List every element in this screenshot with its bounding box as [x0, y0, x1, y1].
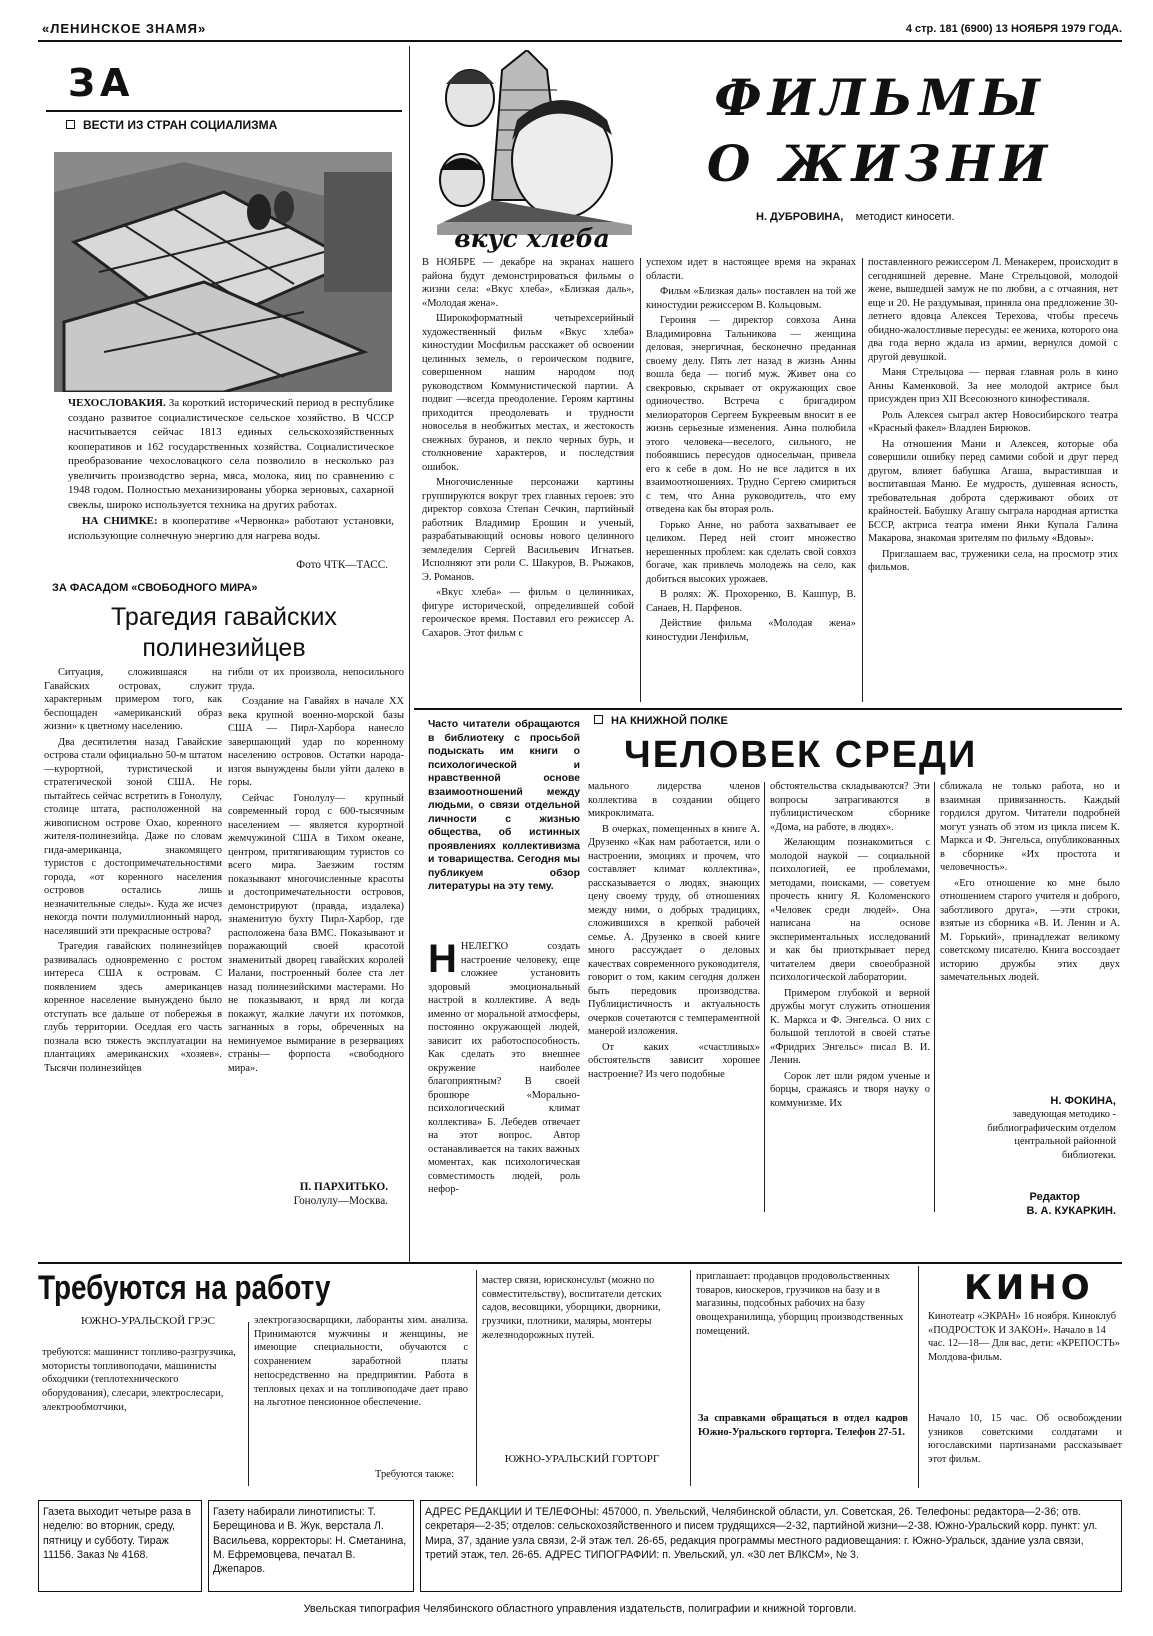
printer-line: Увельская типография Челябинского областного управления издательств, полиграфии и книжной торговли. [303, 1603, 857, 1615]
books-rubric-label: НА КНИЖНОЙ ПОЛКЕ [611, 715, 728, 727]
dropcap-letter: Н [428, 940, 457, 981]
films-paragraph: Приглашаем вас, труженики села, на просмотр этих фильмов. [868, 548, 1118, 574]
jobs-column-3: мастер связи, юрисконсульт (можно по совместительству), воспитатели детских садов, весовщики, уборщики, дворники, грузчики, плотники, маляры, монтеры железнодорожных путей. [482, 1275, 662, 1341]
books-intro: Часто читатели обращаются в библиотеку с просьбой подыскать им книги о психологической и нравственной основе взаимоотношений между людьми, о связи отдельной личности с жизнью общества, об истинных проявлениях коллективизма и товарищества. Сегодня мы публикуем обзор литературы на эту тему. [428, 719, 580, 893]
abroad-rubric-label: ВЕСТИ ИЗ СТРАН СОЦИАЛИЗМА [83, 118, 278, 132]
books-paragraph: В очерках, помещенных в книге А. Друзенко «Как нам работается, или о настроении, эмоциях и прочем, что составляет климат коллектива», рассказывается о людях, знающих цену своему труду, об отношениях между ними, о добрых традициях, сложившихся в крепкой рабочей семье. А. Друзенко в своей книге много рассуждает о деловых качествах современного руководителя, говорит о том, каким сегодня должен быть передовик производства. Публицистичность и актуальность очерков сочетаются с темпераментной манерой изложения. [588, 823, 760, 1038]
books-paragraph: обстоятельства складываются? Эти вопросы затрагиваются в публицистическом сборнике «Дома, на работе, в людях». [770, 781, 930, 833]
books-rubric [594, 714, 894, 730]
books-author: Н. ФОКИНА, [1050, 1095, 1116, 1107]
books-column-3 [770, 780, 930, 1216]
jobs-column-2: электрогазосварщики, лаборанты хим. анализа. Принимаются мужчины и женщины, не имеющие специальности, обучаются с сохранением заработной платы непосредственно на предприятии. Работа в тепловых цехах и на топливоподаче дает право на льготное пенсионное обеспечение. [254, 1315, 468, 1409]
books-paragraph: От каких «счастливых» обстоятельств зависит хорошее настроение? Из чего подобные [588, 1041, 760, 1080]
photo-credit: Фото ЧТК—ТАСС. [296, 559, 388, 571]
hawaii-paragraph: Трагедия гавайских полинезийцев развивалась одновременно с ростом интереса США к островам. С появлением здесь американцев коренное население вынуждено было отступать все дальше от побережья в глубь территории. Оседлая его часть познала всю тяжесть эксплуатации на плантациях американских «хозяев». Тысячи полинезийцев [44, 941, 222, 1074]
editor-label: Редактор [1029, 1191, 1080, 1203]
jobs-section [38, 1266, 918, 1490]
kino-title: КИНО [964, 1268, 1094, 1308]
kino-text-1: Кинотеатр «ЭКРАН» 16 ноября. Киноклуб «ПОДРОСТОК И ЗАКОН». Начало в 14 час. 12—18— Для вас, дети: «КРЕПОСТЬ» Молдова-фильм. [928, 1311, 1120, 1364]
caption-text: За короткий исторический период в республике создано развитое социалистическое сельское хозяйство. В ЧССР насчитывается сейчас 1813 единых сельскохозяйственных кооперативов и 162 государственных хозяйства. Социалистическое преобразование чехословацкого села позволило в несколько раз увеличить производство зерна, мяса, молока, яиц по сравнению с 1948 годом. Полностью механизированы уборка зерновых, сахарной свеклы, широко используется техника на других работах. [68, 397, 394, 511]
masthead: «ЛЕНИНСКОЕ ЗНАМЯ» [42, 21, 207, 36]
jobs-column-4: приглашает: продавцов продовольственных товаров, киоскеров, грузчиков на базу и в магазины, подсобных рабочих на базу овощехранилища, уборщиц производственных помещений. [696, 1271, 904, 1337]
kino-text-2: Начало 10, 15 час. Об освобождении узников советскими солдатами и югославскими партизанами рассказывает этот фильм. [928, 1413, 1122, 1466]
film-poster [432, 50, 632, 254]
hawaii-author: П. ПАРХИТЬКО. [299, 1181, 388, 1193]
books-column-2 [588, 780, 760, 1216]
rubric-square-icon [66, 120, 75, 129]
films-paragraph: успехом идет в настоящее время на экранах области. [646, 257, 856, 282]
jobs-column-4-end: За справками обращаться в отдел кадров Южно-Уральского горторга. Телефон 27-51. [698, 1413, 908, 1438]
films-paragraph: Фильм «Близкая даль» поставлен на той же киностудии режиссером В. Кольцовым. [646, 286, 856, 311]
films-title-line2: О ЖИЗНИ [706, 134, 1054, 193]
books-paragraph: сближала не только работа, но и взаимная привязанность. Каждый гордился другом. Читатели подробней могут узнать об этом из цикла писем К. Маркса и Ф. Энгельса, опубликованных в сборнике «Их простота и человечность». [940, 781, 1120, 874]
films-column-1 [422, 256, 634, 702]
films-paragraph: В НОЯБРЕ — декабре на экранах нашего района будут демонстрироваться фильмы о жизни села: «Вкус хлеба», «Близкая даль», «Молодая жена». [422, 257, 634, 309]
books-column-4 [940, 780, 1120, 1092]
abroad-title: ЗА [68, 61, 135, 105]
hawaii-dateline: Гонолулу—Москва. [293, 1195, 388, 1207]
books-paragraph: Примером глубокой и верной дружбы могут служить отношения К. Маркса и Ф. Энгельса. О них с большой теплотой в своей статье «Фридрих Энгельс» писал В. И. Ленин. [770, 987, 930, 1067]
films-column-3 [868, 256, 1118, 702]
hawaii-column-2 [228, 666, 404, 1180]
books-paragraph: мального лидерства членов коллектива в создании общего микроклимата. [588, 781, 760, 820]
hawaii-column-1 [44, 666, 222, 1206]
rubric-square-icon [594, 715, 603, 724]
books-section [414, 712, 1122, 1258]
films-title-line1: ФИЛЬМЫ [714, 68, 1046, 127]
films-paragraph: Героиня — директор совхоза Анна Владимировна Тальникова — женщина деловая, энергичная, бесконечно преданная своему делу. Пять лет назад в жизнь Анны вошла беда — погиб муж. Живет она со свекровью, скрывает от окружающих свое одиночество. Встреча с бригадиром мелиораторов Сергеем Букреевым вносит в ее жизнь серьезные изменения. Анна полюбила этого человека—веселого, сильного, не побоявшись пересудов односельчан, привела его к себе в дом. Но не все ладится в их взаимоотношениях. Трудно Сергею смириться с тем, что Анна руководитель, что ему отведена как бы вторая роль. [646, 315, 856, 516]
photo-label: НА СНИМКЕ: [82, 515, 158, 528]
films-paragraph: «Вкус хлеба» — фильм о целинниках, фигуре исторической, определившей собой героическое время. Поставил его режиссер А. Сахаров. Этот фильм с [422, 587, 634, 639]
books-paragraph: Желающим познакомиться с молодой наукой — социальной психологией, ее проблемами, методами, поисками, — советуем прочесть книгу Я. Коломенского «Человек среди людей». Она написана на основе экспериментальных исследований и как бы приоткрывает перед читателем двери своеобразной психологической лаборатории. [770, 837, 930, 984]
hawaii-paragraph: Сейчас Гонолулу— крупный современный город с 600-тысячным населением — является курортной жемчужиной США в Тихом океане, центром, притягивающим туристов со всего мира. Заезжим гостям показывают многочисленные красоты и достопримечательности островов, демонстрируют (правда, издалека) знаменитую бухту Пирл-Харбор, где расположена база ВМС. Показывают и поражающий своей красотой знаменитый дворец гавайских королей Иалани, построенный более ста лет назад полинезийскими мастерами. Но не показывают, и вряд ли когда покажут, жалкие лачуги их потомков, загнанных в горы, обреченных на неминуемое вымирание в резервациях страны— форпоста «свободного мира». [228, 792, 404, 1074]
abroad-caption [68, 396, 394, 550]
footer-typesetters-box: Газету набирали линотиписты: Т. Берещинова и В. Жук, верстала Л. Васильева, корректоры: Н. Сметанина, М. Ефремовцева, печатал В. Джепаров. [208, 1500, 414, 1592]
solar-installation-photo [54, 152, 392, 392]
abroad-section [38, 46, 410, 1262]
films-paragraph: Роль Алексея сыграл актер Новосибирского театра «Красный факел» Владлен Бирюков. [868, 409, 1118, 435]
books-paragraph: «Его отношение ко мне было отношением старого учителя и доброго, заботливого друга», —эти строки, взятые из сборника «В. И. Ленин и А. М. Горький», принадлежат великому советскому писателю. Книга воссоздает историю дружбы этих двух замечательных людей. [940, 877, 1120, 984]
books-paragraph: НЕЛЕГКО создать настроение человеку, еще сложнее установить здоровый эмоциональный настрой в коллективе. А ведь именно от моральной атмосферы, постоянно окружающей людей, зависит их работоспособность. Как сделать это внешнее окружение наиболее благоприятным? В своей брошюре «Морально-психологический климат коллектива» Б. Лебедев отвечает на этот вопрос. Автор останавливается на таких важных моментах, как психологическая совместимость людей, роль нефор- [428, 941, 580, 1196]
books-paragraph: Сорок лет шли рядом ученые и борцы, сражаясь и творя науку о коммунизме. Их [770, 1070, 930, 1109]
books-author-role: заведующая методико - библиографическим отделом центральной районной библиотеки. [987, 1109, 1116, 1161]
books-title: ЧЕЛОВЕК СРЕДИ [624, 734, 978, 776]
films-paragraph: Маня Стрельцова — первая главная роль в кино Анны Каменковой. За нее молодой актрисе был присужден приз XII Всесоюзного кинофестиваля. [868, 367, 1118, 406]
photo-text: в кооперативе «Червонка» работают установки, использующие солнечную энергию для нагрева воды. [68, 515, 394, 542]
hawaii-title: Трагедия гавайских полинезийцев [111, 603, 337, 663]
jobs-org-3: ЮЖНО-УРАЛЬСКИЙ ГОРТОРГ [504, 1453, 660, 1465]
films-paragraph: В ролях: Ж. Прохоренко, В. Кашпур, В. Санаев, Н. Парфенов. [646, 589, 856, 614]
footer-schedule-box: Газета выходит четыре раза в неделю: во вторник, среду, пятницу и субботу. Тираж 11156. Заказ № 4168. [38, 1500, 202, 1592]
film-poster-label: вкус хлеба [432, 222, 632, 254]
films-byline [756, 210, 1116, 226]
hawaii-paragraph: гибли от их произвола, непосильного труда. [228, 667, 404, 692]
films-section [414, 46, 1122, 706]
hawaii-paragraph: Ситуация, сложившаяся на Гавайских островах, служит характерным примером того, как беспощаден «американский образ жизни» к цветному населению. [44, 667, 222, 733]
byline-name: Н. ДУБРОВИНА, [756, 211, 844, 223]
photo-illustration [54, 152, 392, 392]
jobs-title: Требуются на работу [38, 1269, 331, 1307]
kino-section [924, 1266, 1122, 1490]
films-paragraph: Широкоформатный четырехсерийный художественный фильм «Вкус хлеба» киностудии Мосфильм расскажет об освоении целинных земель, о героическом подвиге, совершенном нашим народом под руководством Коммунистической партии. А подвиг —всегда преодоление. Героям картины приходится преодолевать и трудности новоселья в необжитых местах, и жестокость снежных буранов, и пекло черных бурь, и столкновение характеров, и последствия ошибок. [422, 313, 634, 473]
footer-address-box: АДРЕС РЕДАКЦИИ И ТЕЛЕФОНЫ: 457000, п. Увельский, Челябинской области, ул. Советская, 26. Телефоны: редактора—2-36; отв. секретаря—2-35; отделов: сельскохозяйственного и писем трудящихся—2-32, партийной жизни—2-38. Южно-Уральский корр. пункт: ул. Мира, 37, здание узла связи, 2-й этаж тел. 26-65, редакция программы местного радиовещания: г. Южно-Уральск, здание узла связи, третий этаж, тел. 26-65. АДРЕС ТИПОГРАФИИ: п. Увельский, ул. «30 лет ВЛКСМ», № 3. [420, 1500, 1122, 1592]
caption-lead: ЧЕХОСЛОВАКИЯ. [68, 397, 166, 409]
jobs-org-1: ЮЖНО-УРАЛЬСКОЙ ГРЭС [80, 1315, 215, 1327]
films-paragraph: На отношения Мани и Алексея, которые оба совершили ошибку перед самими собой и друг перед другом, влияет бабушка Агаша, вырастившая и воспитавшая Маню. Ее мудрость, душевная ясность, требовательная доброта сдерживают обоих от крайностей. Бабушку Агашу сыграла народная артистка БССР, актриса театра имени Янки Купала Галина Макарова, знакомая зрителям по фильму «Вдовы». [868, 438, 1118, 545]
films-paragraph: Действие фильма «Молодая жена» киностудии Ленфильм, [646, 618, 856, 643]
books-column-1 [428, 940, 580, 1216]
abroad-rubric [66, 118, 396, 136]
jobs-column-2-end: Требуются также: [375, 1469, 454, 1480]
films-paragraph: поставленного режиссером Л. Менакерем, происходит в сегодняшней деревне. Мане Стрельцовой, молодой жене, вышедшей замуж не по любви, а с отчаяния, нет еще и 20. Не раздумывая, приняла она предложение 30-летнего вдовца Алексея Терехова, чтобы пресечь обидно-жалостливые пересуды: ее жениха, которого она два года верно ждала из армии, вернулся домой с другой девушкой. [868, 257, 1118, 363]
hawaii-paragraph: Создание на Гавайях в начале XX века крупной военно-морской базы США — Пирл-Харбора нанесло завершающий удар по коренному населению островов. Остатки народа-изгоя вынуждены были уйти далеко в горы. [228, 696, 404, 789]
hawaii-rubric: ЗА ФАСАДОМ «СВОБОДНОГО МИРА» [52, 582, 258, 594]
hawaii-paragraph: Два десятилетия назад Гавайские острова стали официально 50-м штатом—курортной, туристической и стратегической зоной США. Не пытайтесь сейчас встретить в Гонолулу, столице штата, расположенной на живописном острове Охао, коренного жителя-полинезийца. Даже по словам гида-американца, знакомящего туристов с достопримечательностями города, «от коренного населения островов остались лишь незначительные следы». Куда же исчез некогда почти полумиллионный народ, населявший эти прекрасные острова? [44, 736, 222, 937]
films-paragraph: Многочисленные персонажи картины группируются вокруг трех главных героев: это директор совхоза Степан Сечкин, партийный работник Владимир Ерошин и ученый, разрабатывающий основы нового целинного земледелия Сергей Васильевич Игнатьев. Исполняют эти роли С. Шакуров, В. Рыжаков, Э. Романов. [422, 477, 634, 583]
films-column-2 [646, 256, 856, 702]
issue-folio: 4 стр. 181 (6900) 13 НОЯБРЯ 1979 ГОДА. [905, 23, 1122, 35]
byline-role: методист киносети. [855, 211, 955, 223]
jobs-column-1: требуются: машинист топливо-разгрузчика, мотористы топливоподачи, машинисты обходчики (теплотехнического оборудования), слесари, электрослесари, электрообмотчики, [42, 1347, 236, 1413]
films-paragraph: Горько Анне, но работа захватывает ее целиком. Перед ней стоит множество нерешенных проблем: как сделать свой совхоз богаче, как привлечь молодежь на село, как добиться высоких урожаев. [646, 519, 856, 585]
editor-name: В. А. КУКАРКИН. [1026, 1205, 1116, 1217]
